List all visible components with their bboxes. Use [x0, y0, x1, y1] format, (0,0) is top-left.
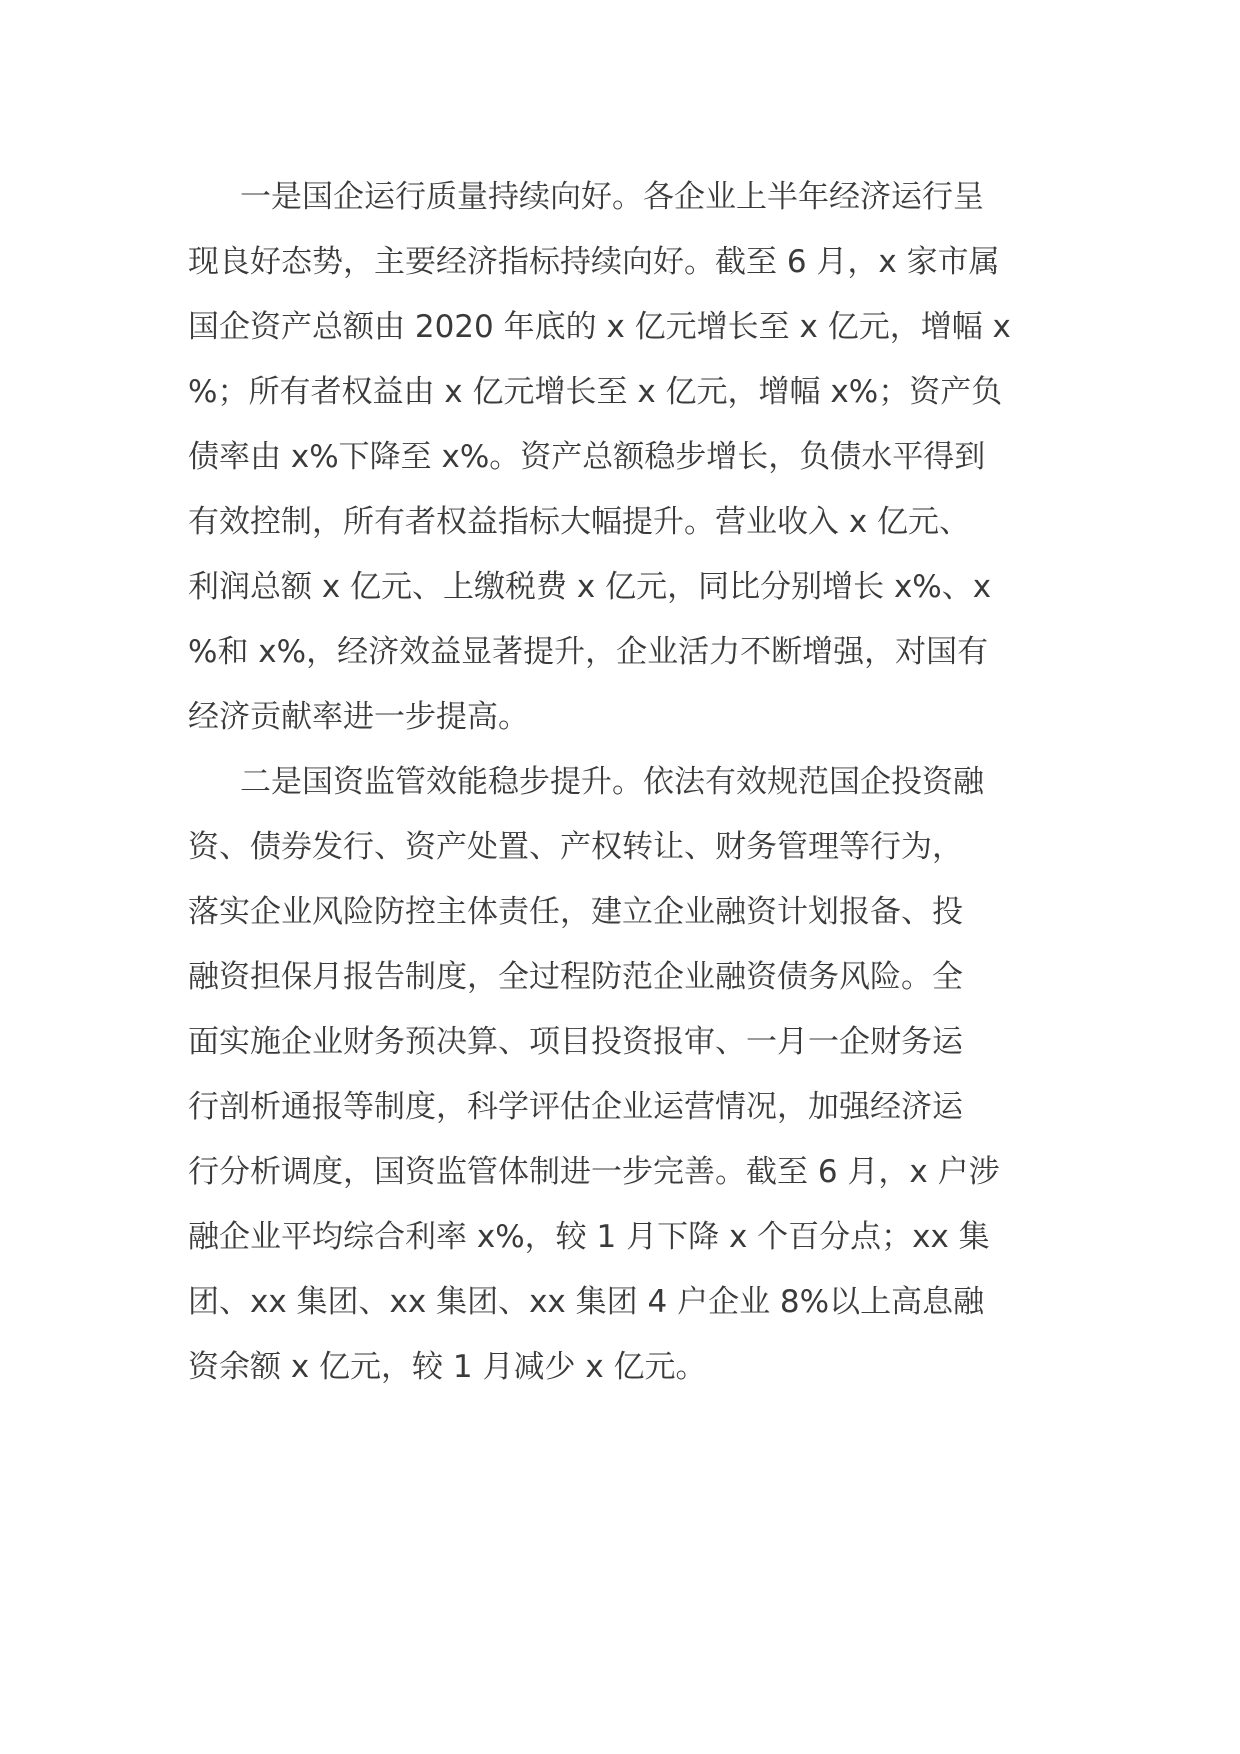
paragraph-state-enterprise-quality: [188, 165, 1054, 750]
paragraph-line: 融资担保月报告制度，全过程防范企业融资债务风险。全: [188, 959, 963, 995]
paragraph-line: 融企业平均综合利率 x%，较 1 月下降 x 个百分点；xx 集: [188, 1219, 990, 1255]
paragraph-line: 团、xx 集团、xx 集团、xx 集团 4 户企业 8%以上高息融: [188, 1284, 985, 1320]
paragraph-line: 利润总额 x 亿元、上缴税费 x 亿元，同比分别增长 x%、x: [188, 569, 992, 605]
paragraph-line: 资余额 x 亿元，较 1 月减少 x 亿元。: [188, 1349, 707, 1385]
paragraph-line: 债率由 x%下降至 x%。资产总额稳步增长，负债水平得到: [188, 439, 986, 475]
paragraph-line: 有效控制，所有者权益指标大幅提升。营业收入 x 亿元、: [188, 504, 971, 540]
paragraph-line: 面实施企业财务预决算、项目投资报审、一月一企财务运: [188, 1024, 963, 1060]
paragraph-line: 国企资产总额由 2020 年底的 x 亿元增长至 x 亿元，增幅 x: [188, 309, 1011, 345]
paragraph-line: 二是国资监管效能稳步提升。依法有效规范国企投资融: [240, 764, 984, 800]
paragraph-line: 行剖析通报等制度，科学评估企业运营情况，加强经济运: [188, 1089, 963, 1125]
paragraph-line: 一是国企运行质量持续向好。各企业上半年经济运行呈: [240, 179, 984, 215]
paragraph-line: 落实企业风险防控主体责任，建立企业融资计划报备、投: [188, 894, 963, 930]
paragraph-line: 经济贡献率进一步提高。: [188, 699, 529, 735]
paragraph-line: 行分析调度，国资监管体制进一步完善。截至 6 月，x 户涉: [188, 1154, 1000, 1190]
paragraph-line: 资、债券发行、资产处置、产权转让、财务管理等行为，: [188, 829, 963, 865]
paragraph-line: %和 x%，经济效益显著提升，企业活力不断增强，对国有: [188, 634, 989, 670]
paragraph-line: %；所有者权益由 x 亿元增长至 x 亿元，增幅 x%；资产负: [188, 374, 1003, 410]
paragraph-supervision-efficiency: [188, 750, 1054, 1400]
paragraph-line: 现良好态势，主要经济指标持续向好。截至 6 月，x 家市属: [188, 244, 1000, 280]
